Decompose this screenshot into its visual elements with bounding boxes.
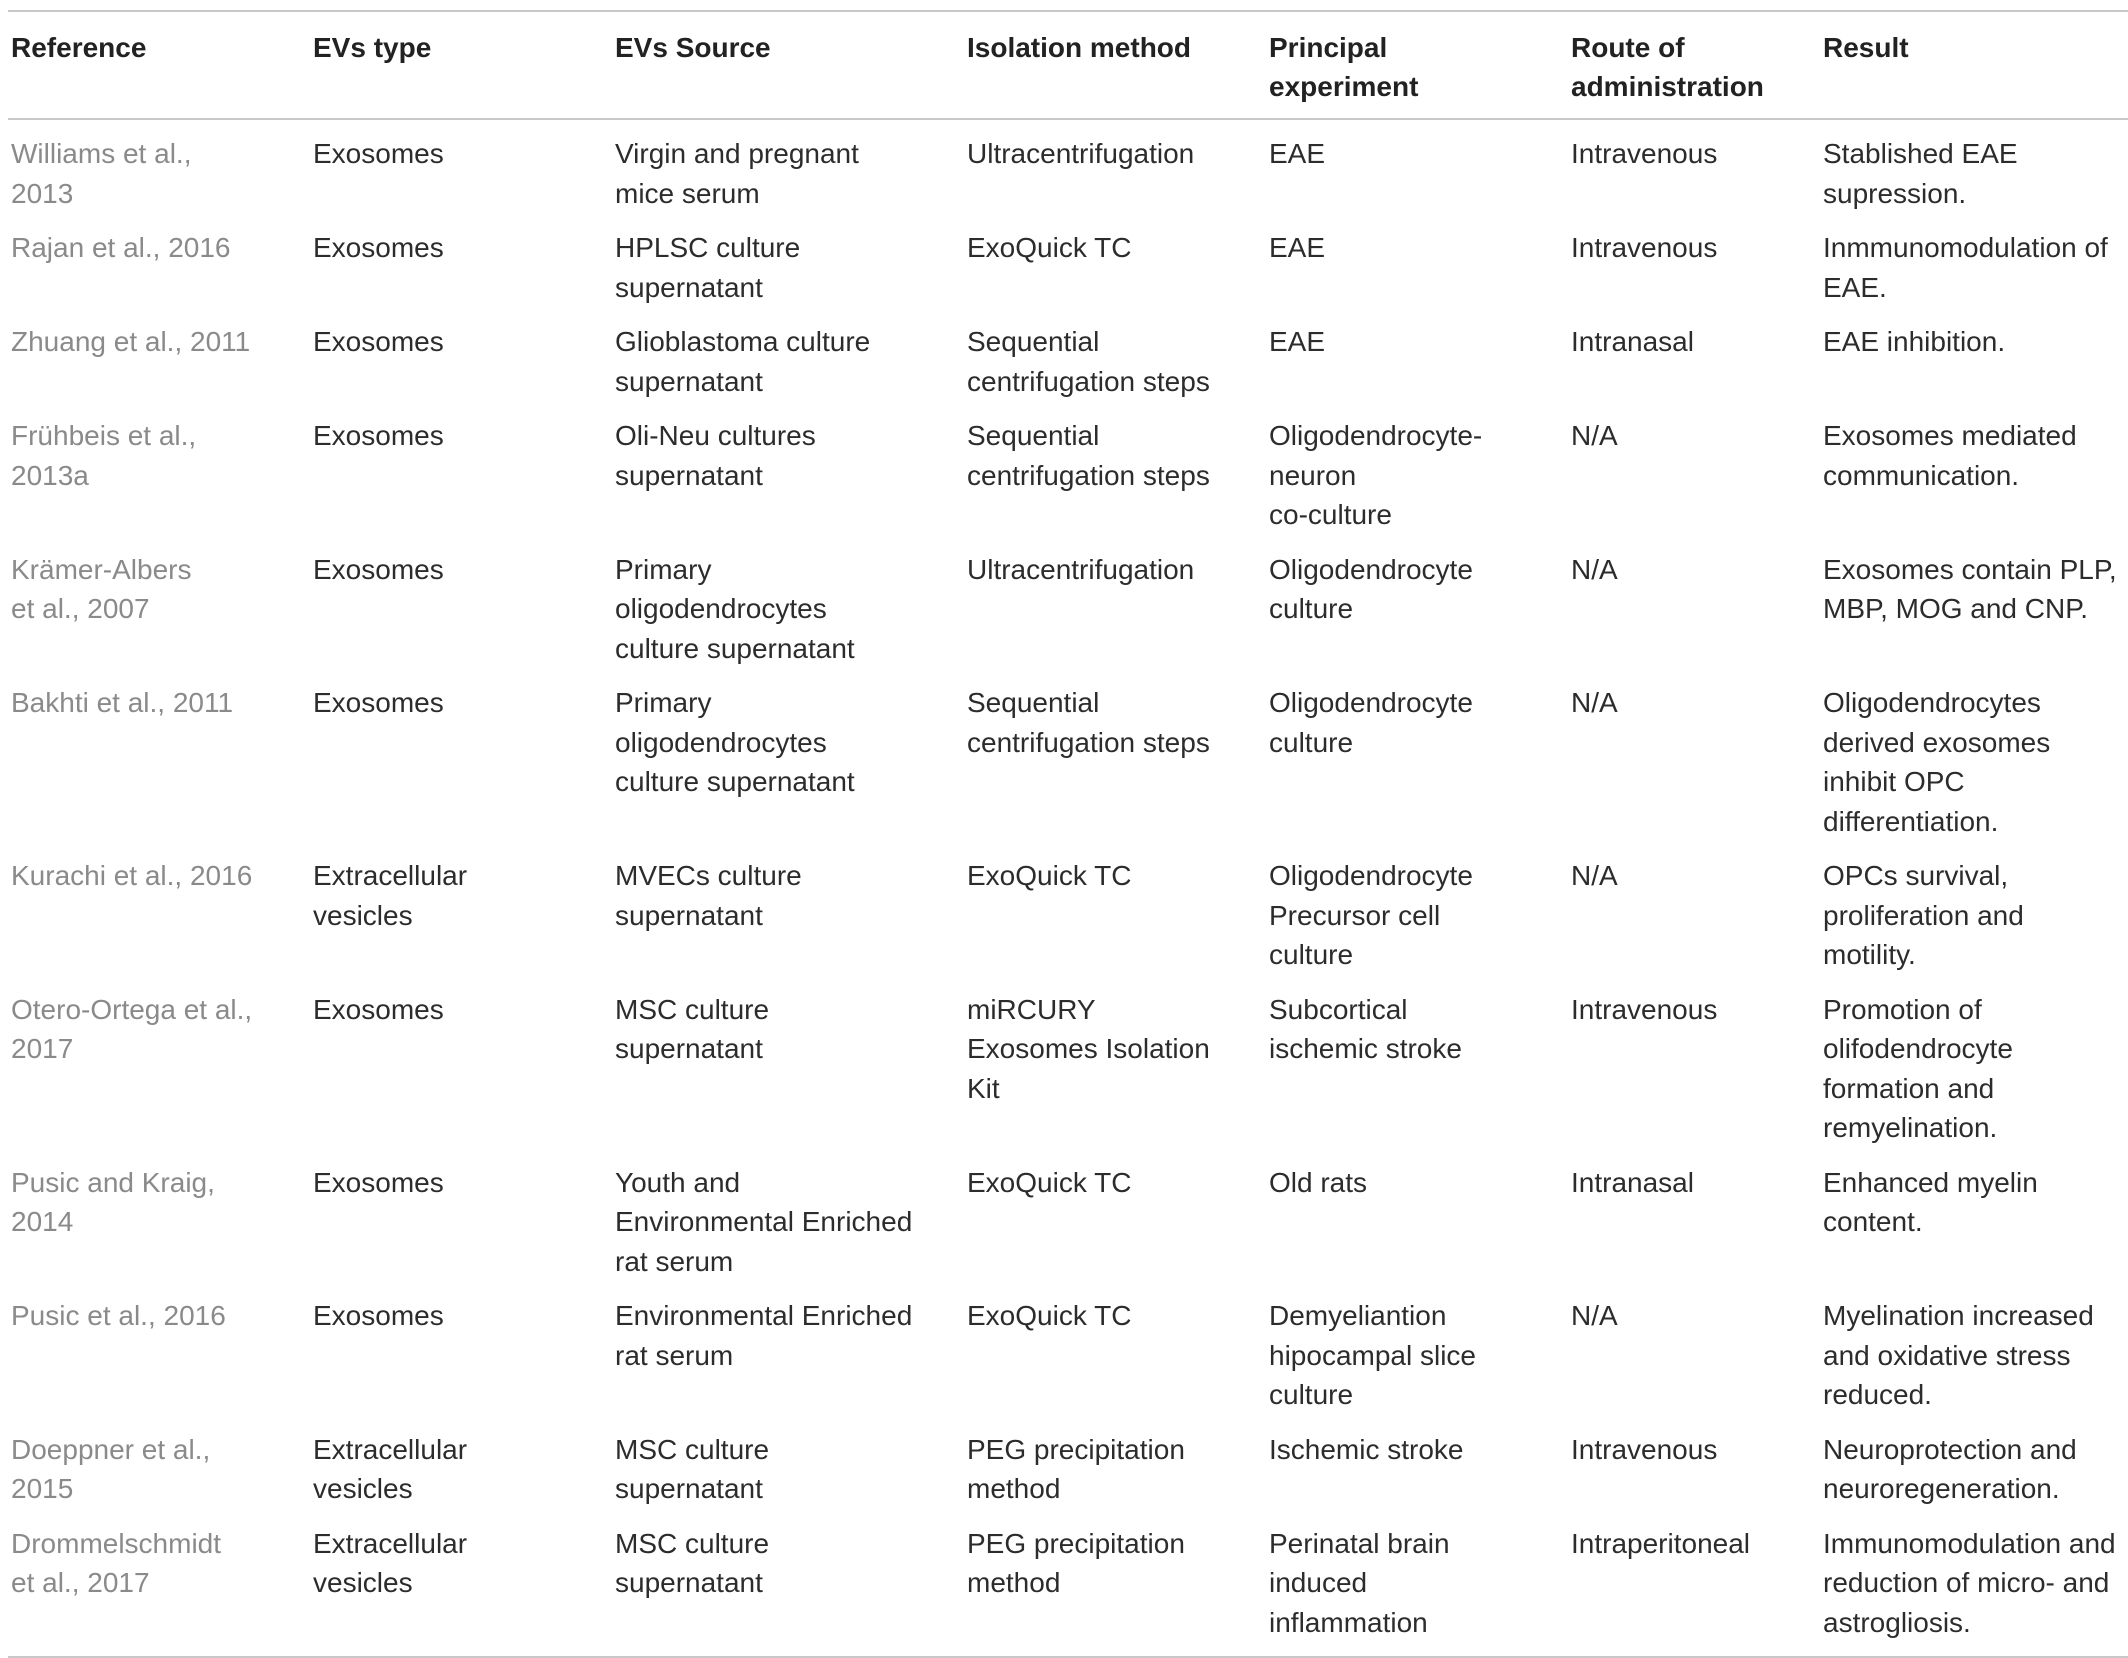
- cell-route: Intravenous: [1571, 138, 1718, 169]
- cell-evs-source: MSC culture supernatant: [615, 1527, 770, 1598]
- cell-result: Inmmunomodulation of EAE.: [1823, 232, 2108, 303]
- cell-isolation-method: Sequential centrifugation steps: [967, 420, 1210, 491]
- cell-isolation-method: ExoQuick TC: [967, 1166, 1132, 1198]
- cell-result: Immunomodulation and reduction of micro- and astrogliosis.: [1823, 1527, 2116, 1638]
- cell-evs-type: Exosomes: [313, 420, 444, 451]
- table-row: [8, 1282, 2128, 1416]
- cell-route: Intravenous: [1571, 232, 1718, 263]
- cell-isolation-method: ExoQuick TC: [967, 1300, 1132, 1331]
- table-row: [8, 976, 2128, 1149]
- cell-evs-type: Exosomes: [313, 687, 444, 718]
- cell-evs-type: Exosomes: [313, 553, 444, 585]
- cell-principal-experiment: Ischemic stroke: [1269, 1433, 1464, 1465]
- cell-result: Myelination increased and oxidative stress reduced.: [1823, 1300, 2094, 1410]
- cell-principal-experiment: Oligodendrocyte Precursor cell culture: [1269, 860, 1473, 970]
- header-evs-type: EVs type: [313, 32, 432, 63]
- cell-evs-type: Exosomes: [313, 1166, 444, 1198]
- cell-principal-experiment: EAE: [1269, 232, 1326, 263]
- ev-studies-table: [8, 10, 2128, 1658]
- cell-reference: Otero-Ortega et al., 2017: [11, 993, 253, 1064]
- table-row: [8, 842, 2128, 976]
- cell-principal-experiment: EAE: [1269, 138, 1326, 169]
- cell-evs-source: HPLSC culture supernatant: [615, 232, 801, 303]
- header-reference: Reference: [11, 32, 147, 63]
- cell-result: Enhanced myelin content.: [1823, 1166, 2038, 1237]
- cell-evs-type: Exosomes: [313, 232, 444, 263]
- cell-isolation-method: Ultracentrifugation: [967, 553, 1195, 585]
- cell-result: Neuroprotection and neuroregeneration.: [1823, 1433, 2077, 1504]
- cell-evs-source: Primary oligodendrocytes culture supernatant: [615, 553, 855, 664]
- header-evs-source: EVs Source: [615, 32, 771, 63]
- cell-principal-experiment: Perinatal brain induced inflammation: [1269, 1527, 1450, 1638]
- cell-reference: Drommelschmidt et al., 2017: [11, 1527, 222, 1598]
- header-route-of-administration: Route of administration: [1571, 32, 1764, 102]
- cell-result: Oligodendrocytes derived exosomes inhibit OPC differentiation.: [1823, 687, 2051, 837]
- cell-principal-experiment: Old rats: [1269, 1166, 1368, 1198]
- cell-isolation-method: miRCURY Exosomes Isolation Kit: [967, 993, 1210, 1104]
- cell-reference: Bakhti et al., 2011: [11, 687, 234, 718]
- cell-reference: Rajan et al., 2016: [11, 232, 231, 263]
- header-isolation-method: Isolation method: [967, 32, 1191, 63]
- cell-route: Intraperitoneal: [1571, 1527, 1751, 1559]
- table-row: [8, 669, 2128, 842]
- cell-isolation-method: Sequential centrifugation steps: [967, 687, 1210, 758]
- cell-evs-source: Primary oligodendrocytes culture supernatant: [615, 687, 855, 797]
- table-row: [8, 402, 2128, 536]
- cell-evs-source: Oli-Neu cultures supernatant: [615, 420, 816, 491]
- table-row: [8, 214, 2128, 308]
- header-principal-experiment: Principal experiment: [1269, 32, 1419, 102]
- cell-result: Stablished EAE supression.: [1823, 138, 2018, 209]
- table-container: [8, 10, 2128, 1658]
- cell-route: N/A: [1571, 553, 1618, 585]
- cell-evs-type: Exosomes: [313, 993, 444, 1025]
- cell-isolation-method: PEG precipitation method: [967, 1527, 1185, 1598]
- cell-reference: Pusic and Kraig, 2014: [11, 1166, 215, 1237]
- table-header: [8, 11, 2128, 119]
- cell-principal-experiment: Oligodendrocyte culture: [1269, 553, 1473, 624]
- cell-evs-type: Extracellular vesicles: [313, 860, 468, 931]
- table-row: [8, 536, 2128, 670]
- cell-route: Intravenous: [1571, 993, 1718, 1025]
- table-row: [8, 1510, 2128, 1658]
- cell-principal-experiment: Demyeliantion hipocampal slice culture: [1269, 1300, 1476, 1410]
- table-body: [8, 119, 2128, 1657]
- cell-evs-type: Exosomes: [313, 326, 444, 357]
- cell-result: EAE inhibition.: [1823, 326, 2006, 357]
- cell-route: Intranasal: [1571, 326, 1694, 357]
- cell-evs-source: Youth and Environmental Enriched rat serum: [615, 1166, 913, 1277]
- cell-reference: Pusic et al., 2016: [11, 1300, 226, 1331]
- cell-reference: Zhuang et al., 2011: [11, 326, 251, 357]
- cell-isolation-method: PEG precipitation method: [967, 1433, 1185, 1504]
- cell-reference: Frühbeis et al., 2013a: [11, 420, 197, 491]
- cell-evs-source: Virgin and pregnant mice serum: [615, 138, 859, 209]
- cell-result: Exosomes mediated communication.: [1823, 420, 2077, 491]
- cell-result: OPCs survival, proliferation and motility.: [1823, 860, 2024, 970]
- cell-principal-experiment: EAE: [1269, 326, 1326, 357]
- table-row: [8, 308, 2128, 402]
- cell-evs-source: MSC culture supernatant: [615, 1433, 770, 1504]
- cell-reference: Doeppner et al., 2015: [11, 1433, 211, 1504]
- cell-evs-source: MSC culture supernatant: [615, 993, 770, 1064]
- cell-reference: Williams et al., 2013: [11, 138, 192, 209]
- cell-evs-source: MVECs culture supernatant: [615, 860, 802, 931]
- cell-evs-type: Extracellular vesicles: [313, 1433, 468, 1504]
- cell-isolation-method: Sequential centrifugation steps: [967, 326, 1210, 397]
- cell-reference: Krämer-Albers et al., 2007: [11, 553, 192, 624]
- cell-route: Intravenous: [1571, 1433, 1718, 1465]
- cell-evs-type: Exosomes: [313, 1300, 444, 1331]
- cell-principal-experiment: Oligodendrocyte culture: [1269, 687, 1473, 758]
- cell-reference: Kurachi et al., 2016: [11, 860, 253, 891]
- cell-route: N/A: [1571, 860, 1618, 891]
- cell-result: Exosomes contain PLP, MBP, MOG and CNP.: [1823, 553, 2117, 624]
- table-row: [8, 1416, 2128, 1510]
- cell-isolation-method: ExoQuick TC: [967, 232, 1132, 263]
- cell-evs-source: Environmental Enriched rat serum: [615, 1300, 913, 1371]
- table-row: [8, 1149, 2128, 1283]
- cell-principal-experiment: Oligodendrocyte- neuron co-culture: [1269, 420, 1483, 530]
- cell-route: N/A: [1571, 1300, 1618, 1331]
- cell-result: Promotion of olifodendrocyte formation and remyelination.: [1823, 993, 2013, 1143]
- cell-evs-type: Exosomes: [313, 138, 444, 169]
- cell-route: N/A: [1571, 420, 1618, 451]
- cell-principal-experiment: Subcortical ischemic stroke: [1269, 993, 1462, 1064]
- cell-isolation-method: Ultracentrifugation: [967, 138, 1195, 169]
- header-row: [8, 11, 2128, 119]
- cell-evs-source: Glioblastoma culture supernatant: [615, 326, 871, 397]
- table-row: [8, 119, 2128, 214]
- cell-route: N/A: [1571, 687, 1618, 718]
- cell-route: Intranasal: [1571, 1166, 1694, 1198]
- cell-isolation-method: ExoQuick TC: [967, 860, 1132, 891]
- header-result: Result: [1823, 32, 1909, 63]
- cell-evs-type: Extracellular vesicles: [313, 1527, 468, 1598]
